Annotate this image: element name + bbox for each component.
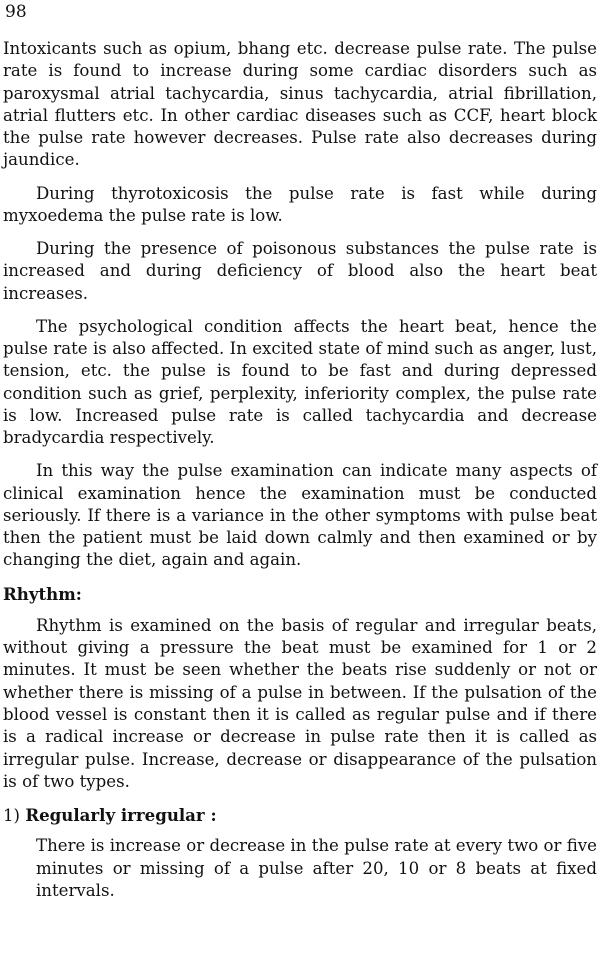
paragraph-rhythm: Rhythm is examined on the basis of regular and irregular beats, without giving a pressure the beat must be examined for 1 or 2 minutes. It must be seen whether the beats rise suddenly or not or whether there is missing of a pulse in between. If the pulsation of the blood vessel is constant then it is called as regular pulse and if there is a radical increase or decrease in pulse rate then it is called as irregular pulse. Increase, decrease or disappearance of the pulsation is of two types.: [3, 615, 597, 791]
regularly-irregular-heading: [3, 804, 597, 827]
paragraph-thyrotoxicosis: During thyrotoxicosis the pulse rate is fast while during myxoedema the pulse rate is low.: [3, 183, 597, 225]
paragraph-regularly-irregular: There is increase or decrease in the pulse rate at every two or five minutes or missing of a pulse after 20, 10 or 8 beats at fixed intervals.: [36, 836, 597, 900]
paragraph-intoxicants: Intoxicants such as opium, bhang etc. decrease pulse rate. The pulse rate is found to increase during some cardiac disorders such as paroxysmal atrial tachycardia, sinus tachycardia, atrial fibrillation, atrial flutters etc. In other cardiac diseases such as CCF, heart block the pulse rate however decreases. Pulse rate also decreases during jaundice.: [3, 39, 597, 170]
page-number: 98: [5, 2, 27, 22]
body-text: [3, 38, 597, 913]
subheading-label: Regularly irregular :: [25, 804, 217, 825]
paragraph-psychological-condition: The psychological condition affects the heart beat, hence the pulse rate is also affected. In excited state of mind such as anger, lust, tension, etc. the pulse is found to be fast and during depressed condition such as grief, perplexity, inferiority complex, the pulse rate is low. Increased pulse rate is called tachycardia and decrease bradycardia respectively.: [3, 316, 597, 448]
paragraph-poisonous-substances: During the presence of poisonous substances the pulse rate is increased and during deficiency of blood also the heart beat increases.: [3, 238, 597, 303]
paragraph-pulse-examination: In this way the pulse examination can indicate many aspects of clinical examination hence the examination must be conducted seriously. If there is a variance in the other symptoms with pulse beat then the patient must be laid down calmly and then examined or by changing the diet, again and again.: [3, 461, 597, 570]
rhythm-heading: Rhythm:: [3, 583, 82, 604]
subheading-number: 1): [3, 805, 21, 825]
